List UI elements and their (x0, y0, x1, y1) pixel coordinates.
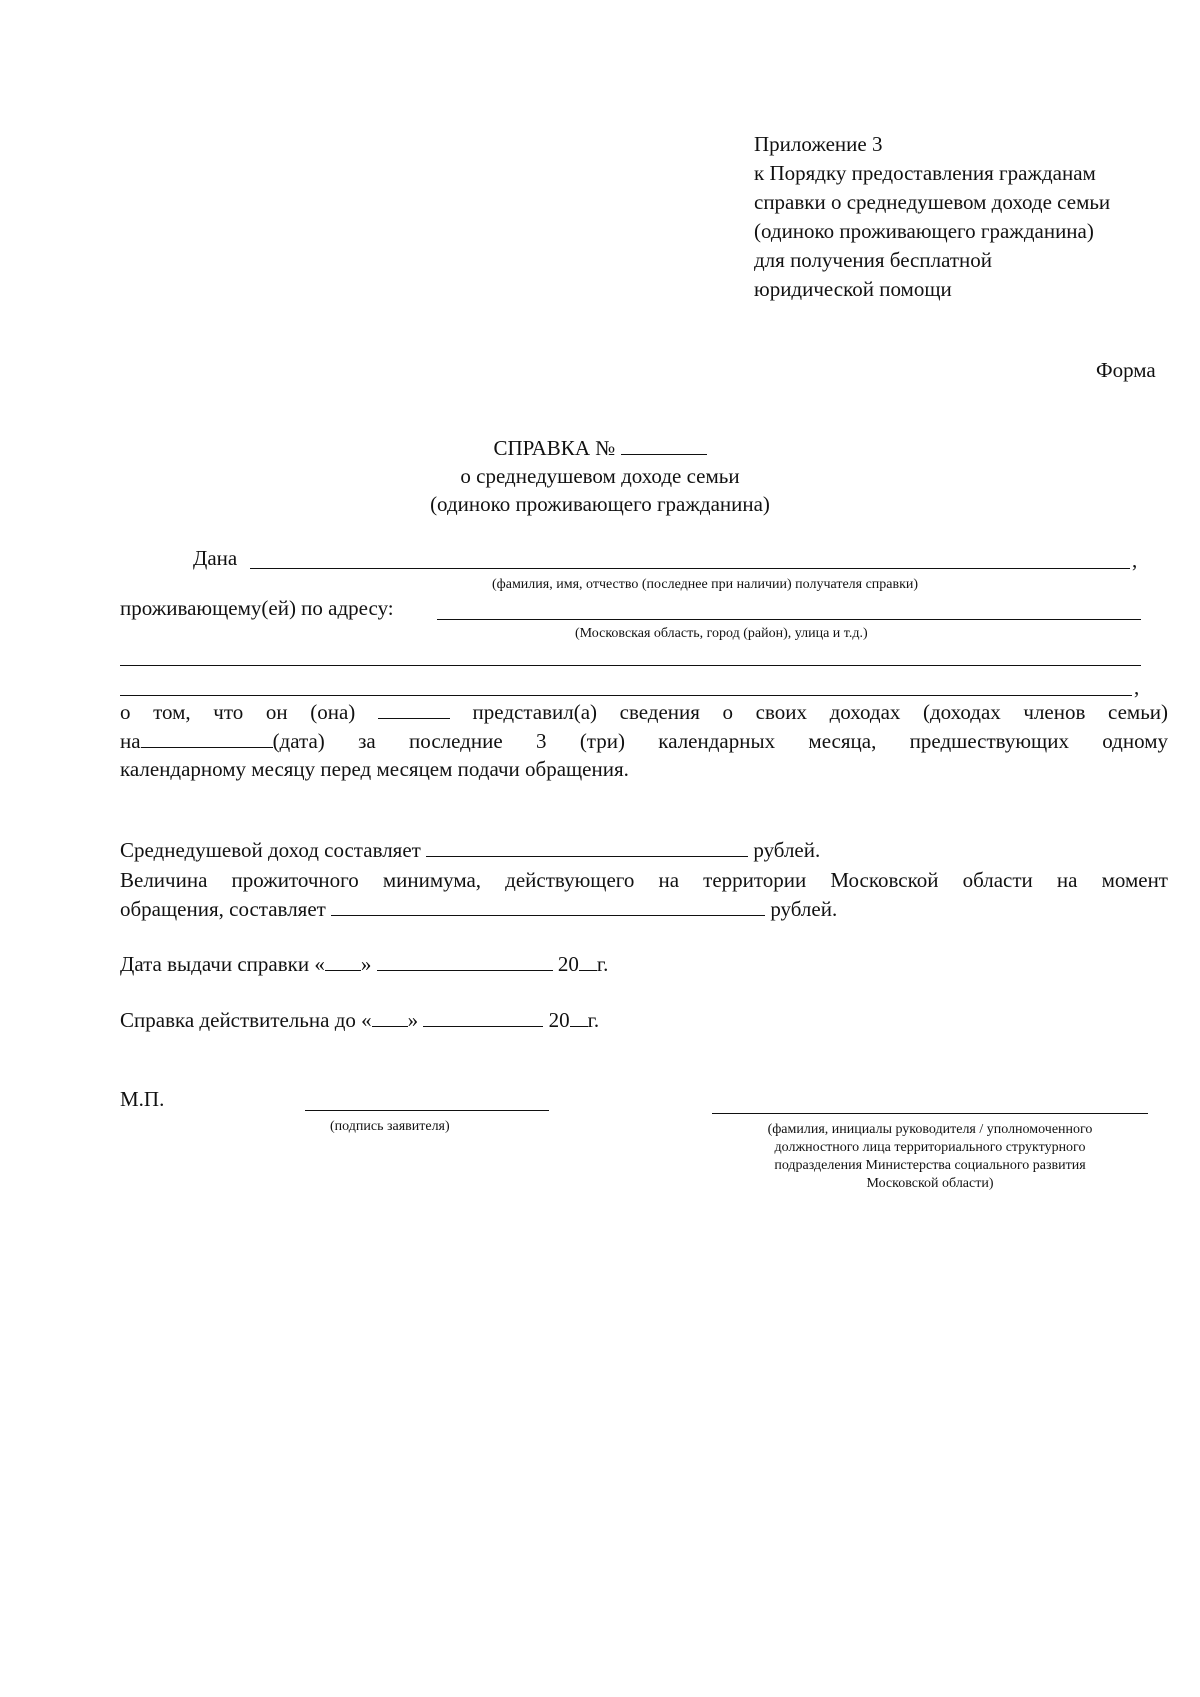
issue-year-field[interactable] (579, 950, 597, 971)
submitter-field[interactable] (378, 698, 450, 719)
title-heading: СПРАВКА № (300, 434, 900, 462)
title-line: (одиноко проживающего гражданина) (430, 492, 770, 516)
appendix-line: (одиноко проживающего гражданина) (754, 219, 1094, 243)
applicant-signature-line[interactable] (305, 1110, 549, 1111)
statement-date-field[interactable] (141, 727, 273, 748)
statement-line-2: на (дата) за последние 3 (три) календарных месяца, предшествующих одному (120, 729, 1168, 753)
subsistence-amount-field[interactable] (331, 895, 765, 916)
issued-label: Дана (193, 546, 238, 570)
recipient-name-field[interactable] (250, 568, 1130, 569)
valid-month-field[interactable] (423, 1006, 543, 1027)
recipient-name-hint: (фамилия, имя, отчество (последнее при наличии) получателя справки) (492, 577, 919, 592)
appendix-line: к Порядку предоставления гражданам (754, 161, 1096, 185)
stamp-label: М.П. (120, 1087, 165, 1111)
official-hint (712, 1121, 1148, 1193)
official-signature-line[interactable] (712, 1113, 1148, 1114)
official-hint-line: должностного лица территориального структурного (774, 1140, 1086, 1155)
address-field-1[interactable] (437, 619, 1141, 620)
official-hint-line: Московской области) (866, 1176, 994, 1191)
address-comma: , (1134, 675, 1140, 699)
address-field-3[interactable] (120, 695, 1132, 696)
address-field-2[interactable] (120, 665, 1141, 666)
official-hint-line: подразделения Министерства социального развития (774, 1158, 1086, 1173)
statement-line-3: календарному месяцу перед месяцем подачи обращения. (120, 757, 629, 781)
subsistence-line-1: Величина прожиточного минимума, действующего на территории Московской области на момент (120, 868, 1168, 892)
valid-year-field[interactable] (570, 1006, 588, 1027)
appendix-line: справки о среднедушевом доходе семьи (754, 190, 1111, 214)
document-title (300, 434, 900, 518)
issue-date-row: Дата выдачи справки « » 20 г. (120, 952, 609, 976)
subsistence-row: обращения, составляет рублей. (120, 897, 838, 921)
valid-until-row: Справка действительна до « » 20 г. (120, 1008, 600, 1032)
appendix-line: юридической помощи (754, 277, 952, 301)
issued-comma: , (1132, 548, 1138, 572)
certificate-number-field[interactable] (621, 434, 707, 455)
address-hint: (Московская область, город (район), улица и т.д.) (575, 626, 868, 641)
official-hint-line: (фамилия, инициалы руководителя / уполномоченного (767, 1122, 1093, 1137)
statement-line-1: о том, что он (она) представил(а) сведения о своих доходах (доходах членов семьи) (120, 700, 1169, 724)
title-line: о среднедушевом доходе семьи (460, 464, 740, 488)
income-amount-field[interactable] (426, 836, 748, 857)
issue-month-field[interactable] (377, 950, 553, 971)
form-label: Форма (1096, 358, 1156, 382)
income-row: Среднедушевой доход составляет рублей. (120, 838, 821, 862)
appendix-line: для получения бесплатной (754, 248, 993, 272)
valid-day-field[interactable] (372, 1006, 408, 1027)
appendix-block (754, 130, 1110, 304)
address-label: проживающему(ей) по адресу: (120, 596, 394, 620)
signature-hint: (подпись заявителя) (330, 1119, 450, 1134)
issue-day-field[interactable] (325, 950, 361, 971)
appendix-line: Приложение 3 (754, 132, 883, 156)
